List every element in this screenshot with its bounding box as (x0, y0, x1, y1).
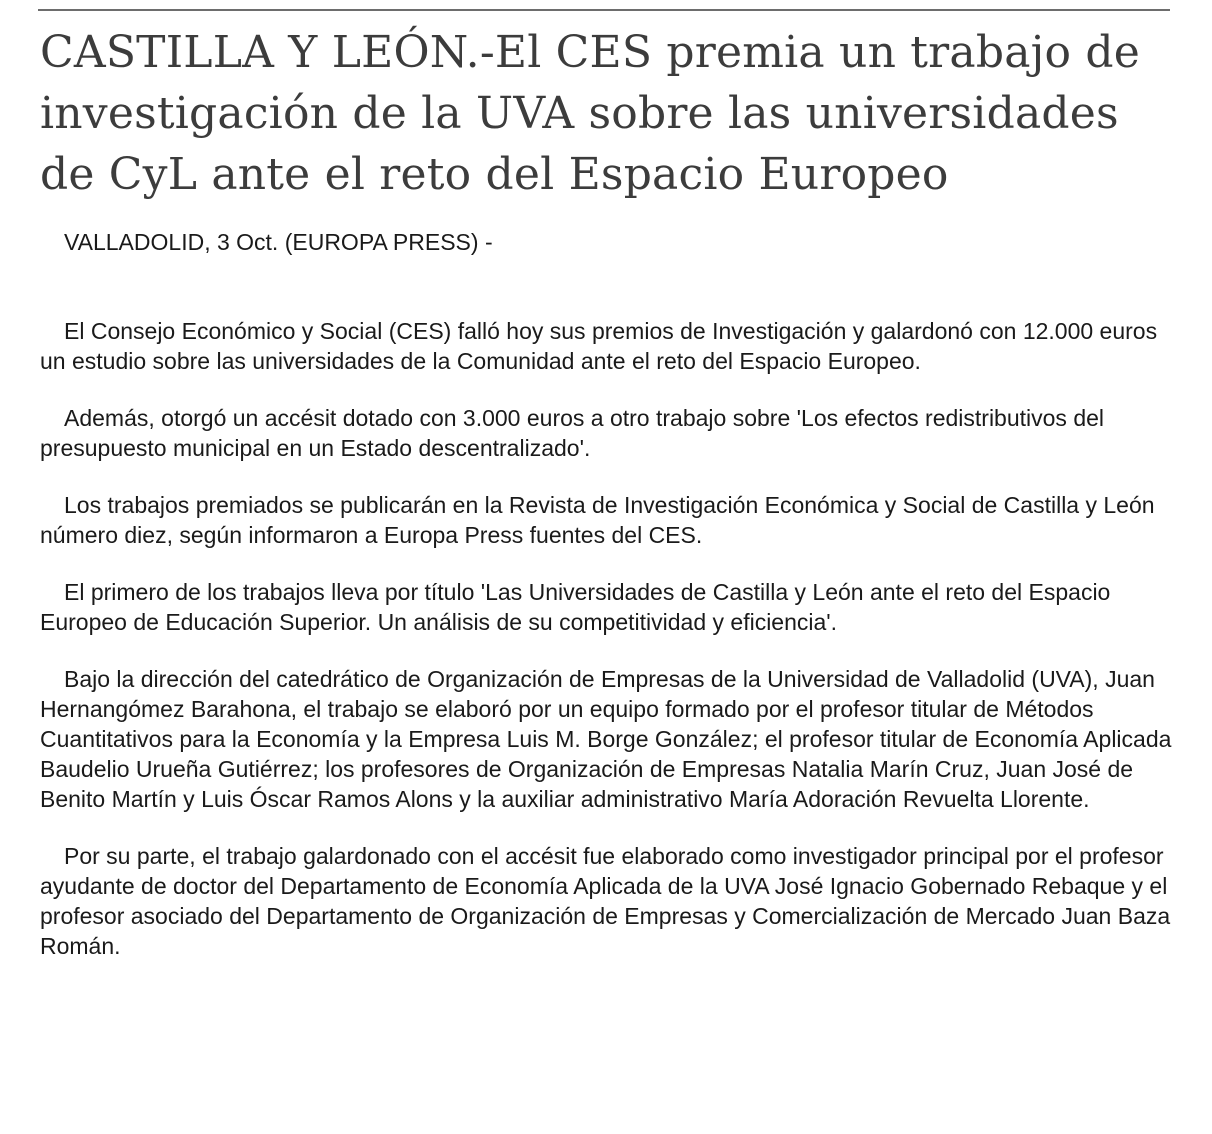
dateline: VALLADOLID, 3 Oct. (EUROPA PRESS) - (64, 229, 493, 255)
top-rule (38, 9, 1170, 11)
paragraph: El Consejo Económico y Social (CES) falló hoy sus premios de Investigación y galardonó con 12.000 euros un estudio sobre las universidades de la Comunidad ante el reto del Espacio Europeo. (40, 318, 1158, 374)
headline: CASTILLA Y LEÓN.-El CES premia un trabajo de investigación de la UVA sobre las universidades de CyL ante el reto del Espacio Europeo (40, 27, 1140, 200)
article-body (40, 316, 1175, 961)
paragraph: El primero de los trabajos lleva por título 'Las Universidades de Castilla y León ante el reto del Espacio Europeo de Educación Superior. Un análisis de su competitividad y eficiencia'. (40, 579, 1111, 635)
paragraph: Además, otorgó un accésit dotado con 3.000 euros a otro trabajo sobre 'Los efectos redistributivos del presupuesto municipal en un Estado descentralizado'. (40, 405, 1105, 461)
paragraph: Los trabajos premiados se publicarán en la Revista de Investigación Económica y Social de Castilla y León número diez, según informaron a Europa Press fuentes del CES. (40, 492, 1155, 548)
article (40, 22, 1180, 988)
paragraph: Bajo la dirección del catedrático de Organización de Empresas de la Universidad de Valladolid (UVA), Juan Hernangómez Barahona, el trabajo se elaboró por un equipo formado por el profesor titular de Métodos Cuantitativos para la Economía y la Empresa Luis M. Borge González; el profesor titular de Economía Aplicada Baudelio Urueña Gutiérrez; los profesores de Organización de Empresas Natalia Marín Cruz, Juan José de Benito Martín y Luis Óscar Ramos Alons y la auxiliar administrativo María Adoración Revuelta Llorente. (40, 666, 1172, 812)
paragraph: Por su parte, el trabajo galardonado con el accésit fue elaborado como investigador principal por el profesor ayudante de doctor del Departamento de Economía Aplicada de la UVA José Ignacio Gobernado Rebaque y el profesor asociado del Departamento de Organización de Empresas y Comercialización de Mercado Juan Baza Román. (40, 843, 1171, 959)
